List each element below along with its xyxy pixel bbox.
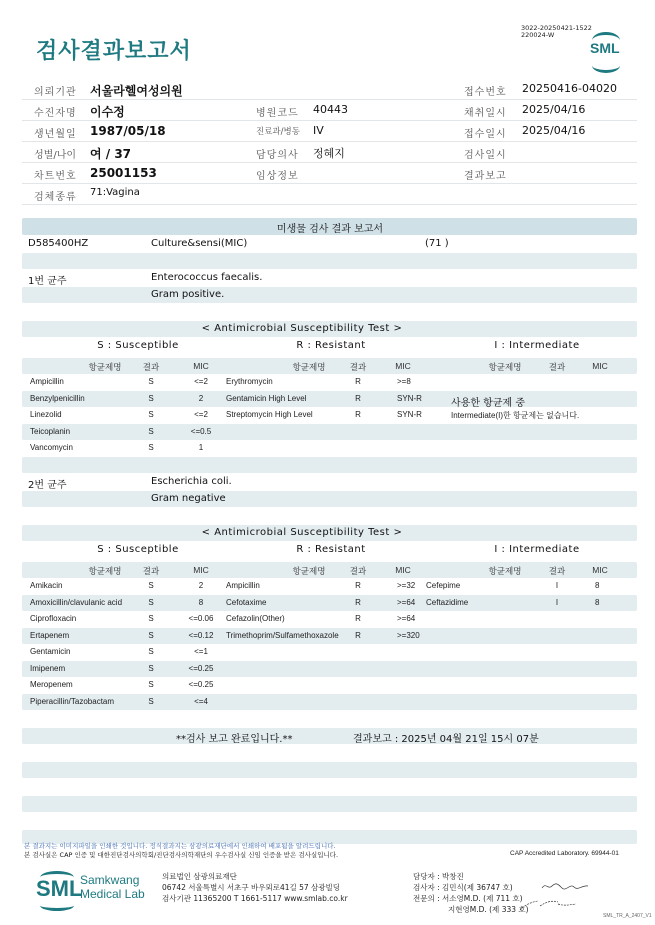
result-code: R — [355, 377, 361, 386]
result-code: S — [148, 680, 154, 689]
receipt-no-label: 접수번호 — [464, 87, 507, 98]
drug-name: Cefepime — [426, 581, 461, 590]
result-code: R — [355, 410, 361, 419]
result-code: S — [148, 426, 154, 436]
sex-age-value: 여 / 37 — [90, 147, 132, 161]
logo-name-line-1: Samkwang — [80, 873, 140, 887]
doc-id-line-1: 3022-20250421-1522 — [521, 24, 592, 32]
lab-address — [162, 871, 348, 904]
staff-block — [413, 871, 529, 915]
result-code: S — [148, 443, 154, 452]
sml-logo — [588, 32, 624, 72]
col-header-mic: MIC — [592, 565, 608, 575]
organism-name: Escherichia coli. — [151, 476, 232, 487]
chart-label: 차트번호 — [34, 171, 77, 182]
mic-value: 2 — [198, 393, 204, 403]
result-code: R — [355, 597, 361, 607]
doctor-label: 담당의사 — [256, 150, 299, 161]
hospital-code-value: 40443 — [313, 103, 348, 116]
col-header-mic: MIC — [193, 565, 209, 575]
cap-accreditation: CAP Accredited Laboratory. 69944-01 — [510, 850, 619, 857]
col-header-result: 결과 — [142, 362, 160, 372]
drug-name: Teicoplanin — [30, 426, 71, 436]
drug-name: Meropenem — [30, 680, 73, 689]
birth-value: 1987/05/18 — [90, 124, 166, 138]
mic-value: <=0.06 — [188, 614, 214, 623]
col-header-result: 결과 — [349, 566, 367, 576]
col-header-result: 결과 — [142, 566, 160, 576]
drug-name: Ertapenem — [30, 630, 70, 640]
staff-tester: 검사자 : 김민식(제 36747 호) — [413, 883, 513, 892]
col-header-mic: MIC — [395, 565, 411, 575]
row-band — [22, 424, 637, 440]
organism-name: Enterococcus faecalis. — [151, 272, 263, 283]
isolate-label: 1번 균주 — [28, 276, 67, 287]
ast-title: < Antimicrobial Susceptibility Test > — [201, 323, 403, 334]
result-code: I — [555, 597, 559, 607]
mic-value: 8 — [595, 581, 600, 590]
result-code: S — [148, 377, 154, 386]
row-band — [22, 391, 637, 407]
row-band — [22, 694, 637, 710]
legend-intermediate: I : Intermediate — [494, 544, 580, 555]
result-code: S — [148, 581, 154, 590]
drug-name: Cefotaxime — [226, 597, 267, 607]
mic-value: <=2 — [194, 410, 208, 419]
row-band — [22, 457, 637, 473]
result-code: S — [148, 663, 154, 673]
staff-specialist-1: 전문의 : 서소영M.D. (제 711 호) — [413, 894, 523, 903]
drug-name: Piperacillin/Tazobactam — [30, 696, 115, 706]
col-header-drug: 항균제명 — [488, 362, 522, 372]
completion-band — [22, 728, 637, 744]
drug-name: Gentamicin High Level — [226, 393, 307, 403]
col-header-mic: MIC — [395, 361, 411, 371]
result-code: S — [148, 614, 154, 623]
clinical-label: 임상정보 — [256, 171, 299, 182]
result-code: R — [355, 614, 361, 623]
mic-value: >=320 — [397, 630, 420, 640]
completion-text: **검사 보고 완료입니다.** — [176, 734, 293, 745]
drug-name: Amoxicillin/clavulanic acid — [30, 597, 123, 607]
patient-value: 이수정 — [90, 105, 125, 119]
col-header-result: 결과 — [548, 566, 566, 576]
mic-value: <=0.5 — [190, 426, 212, 436]
report-time: 결과보고 : 2025년 04월 21일 15시 07분 — [353, 734, 539, 745]
sml-logo-text: SML — [590, 40, 620, 56]
specimen-label: 검체종류 — [34, 192, 77, 203]
contact: 검사기관 11365200 T 1661-5117 www.smlab.co.kr — [162, 894, 348, 903]
result-code: R — [355, 630, 361, 640]
col-header-mic: MIC — [193, 361, 209, 371]
mic-value: <=2 — [194, 377, 208, 386]
result-code: S — [148, 410, 154, 419]
result-code: S — [148, 393, 154, 403]
collection-date-value: 2025/04/16 — [522, 103, 586, 116]
report-label: 결과보고 — [464, 171, 507, 182]
mic-value: <=0.12 — [188, 630, 214, 640]
info-row — [22, 79, 637, 100]
drug-name: Benzylpenicillin — [30, 393, 85, 403]
staff-manager: 담당자 : 박창진 — [413, 872, 464, 881]
doc-id-line-2: 220024-W — [521, 31, 555, 39]
drug-name: Gentamicin — [30, 647, 71, 656]
mic-value: SYN-R — [397, 393, 422, 403]
row-band — [22, 796, 637, 812]
drug-name: Imipenem — [30, 663, 66, 673]
row-band — [22, 661, 637, 677]
logo-name-line-2: Medical Lab — [80, 887, 145, 901]
report-title: 검사결과보고서 — [36, 39, 192, 64]
form-code: SML_TR_A_2407_V1 — [603, 913, 652, 919]
col-header-drug: 항균제명 — [292, 362, 326, 372]
result-code: S — [148, 597, 154, 607]
result-code: R — [355, 393, 361, 403]
signature-specialist — [518, 896, 578, 914]
row-band — [22, 491, 637, 507]
row-band — [22, 253, 637, 269]
receipt-no-value: 20250416-04020 — [522, 82, 617, 95]
mic-value: 1 — [198, 443, 204, 452]
patient-label: 수진자명 — [34, 108, 77, 119]
drug-name: Erythromycin — [226, 377, 273, 386]
col-header-drug: 항균제명 — [292, 566, 326, 576]
dept-label: 진료과/병동 — [256, 127, 300, 137]
signature-tester — [540, 880, 590, 892]
drug-name: Ampicillin — [226, 581, 260, 590]
specimen-value: 71:Vagina — [90, 187, 140, 198]
drug-name: Cefazolin(Other) — [226, 614, 285, 623]
legend-susceptible: S : Susceptible — [97, 544, 179, 555]
legend-resistant: R : Resistant — [296, 340, 366, 351]
received-date-value: 2025/04/16 — [522, 124, 586, 137]
mic-value: <=4 — [194, 696, 208, 706]
col-header-mic: MIC — [592, 361, 608, 371]
drug-name: Ciprofloxacin — [30, 614, 77, 623]
gram-stain: Gram positive. — [151, 289, 225, 300]
result-code: I — [555, 581, 559, 590]
result-code: S — [148, 630, 154, 640]
intermediate-note: Intermediate(I)한 항균제는 없습니다. — [451, 411, 580, 420]
doctor-value: 정혜지 — [313, 147, 345, 160]
gram-stain: Gram negative — [151, 493, 226, 504]
logo-sml-text: SML — [36, 876, 83, 901]
drug-name: Trimethoprim/Sulfamethoxazole — [226, 630, 339, 640]
mic-value: <=0.25 — [188, 680, 214, 689]
section-title: 미생물 검사 결과 보고서 — [276, 224, 384, 235]
info-row — [22, 100, 637, 121]
org-name: 의료법인 삼광의료재단 — [162, 872, 237, 881]
drug-name: Vancomycin — [30, 443, 73, 452]
legend-susceptible: S : Susceptible — [97, 340, 179, 351]
col-header-drug: 항균제명 — [488, 566, 522, 576]
institution-value: 서울라헬여성의원 — [90, 84, 183, 98]
col-header-drug: 항균제명 — [88, 362, 122, 372]
drug-name: Streptomycin High Level — [226, 410, 313, 419]
ast-title: < Antimicrobial Susceptibility Test > — [201, 527, 403, 538]
mic-value: 2 — [198, 581, 204, 590]
mic-value: <=0.25 — [188, 663, 214, 673]
test-date-label: 검사일시 — [464, 150, 507, 161]
staff-specialist-2: 지현영M.D. (제 333 호) — [448, 905, 529, 914]
col-header-result: 결과 — [548, 362, 566, 372]
chart-no-value: 25001153 — [90, 166, 157, 180]
row-band — [22, 287, 637, 303]
mic-value: 8 — [595, 597, 600, 607]
notice-accreditation: 본 검사실은 CAP 인증 및 대한진단검사의학회/진단검사의학재단의 우수검사실 신임 인증을 받은 검사실입니다. — [24, 851, 339, 859]
mic-value: >=32 — [397, 581, 416, 590]
birth-label: 생년월일 — [34, 129, 77, 140]
col-header-drug: 항균제명 — [88, 566, 122, 576]
dept-value: IV — [313, 124, 324, 137]
mic-value: SYN-R — [397, 410, 422, 419]
mic-value: 8 — [198, 597, 204, 607]
sex-age-label: 성별/나이 — [34, 150, 77, 161]
legend-resistant: R : Resistant — [296, 544, 366, 555]
drug-name: Ampicillin — [30, 377, 64, 386]
document-id — [521, 25, 592, 39]
isolate-label: 2번 균주 — [28, 480, 67, 491]
hospital-code-label: 병원코드 — [256, 108, 299, 119]
row-band — [22, 762, 637, 778]
result-code: S — [148, 647, 154, 656]
info-row — [22, 184, 637, 205]
mic-value: >=64 — [397, 614, 416, 623]
result-code: S — [148, 696, 154, 706]
collection-label: 채취일시 — [464, 108, 507, 119]
mic-value: <=1 — [194, 647, 208, 656]
test-name: Culture&sensi(MIC) — [151, 238, 248, 249]
test-specimen: (71 ) — [425, 238, 449, 249]
test-code: D585400HZ — [28, 238, 89, 249]
info-row — [22, 121, 637, 142]
received-label: 접수일시 — [464, 129, 507, 140]
drug-name: Ceftazidime — [426, 597, 469, 607]
info-row — [22, 163, 637, 184]
address: 06742 서울특별시 서초구 바우뫼로41길 57 삼광빌딩 — [162, 883, 341, 892]
drug-name: Amikacin — [30, 581, 63, 590]
result-code: R — [355, 581, 361, 590]
intermediate-note: 사용한 항균제 중 — [451, 397, 525, 409]
info-row — [22, 142, 637, 163]
mic-value: >=64 — [397, 597, 416, 607]
drug-name: Linezolid — [30, 410, 62, 419]
institution-label: 의뢰기관 — [34, 87, 77, 98]
notice-image-print: 본 결과지는 이미지파일을 인쇄한 것입니다. 정식결과지는 삼광의료재단에서 인쇄하여 배포됨을 알려드립니다. — [24, 842, 336, 850]
mic-value: >=8 — [397, 377, 411, 386]
col-header-result: 결과 — [349, 362, 367, 372]
legend-intermediate: I : Intermediate — [494, 340, 580, 351]
